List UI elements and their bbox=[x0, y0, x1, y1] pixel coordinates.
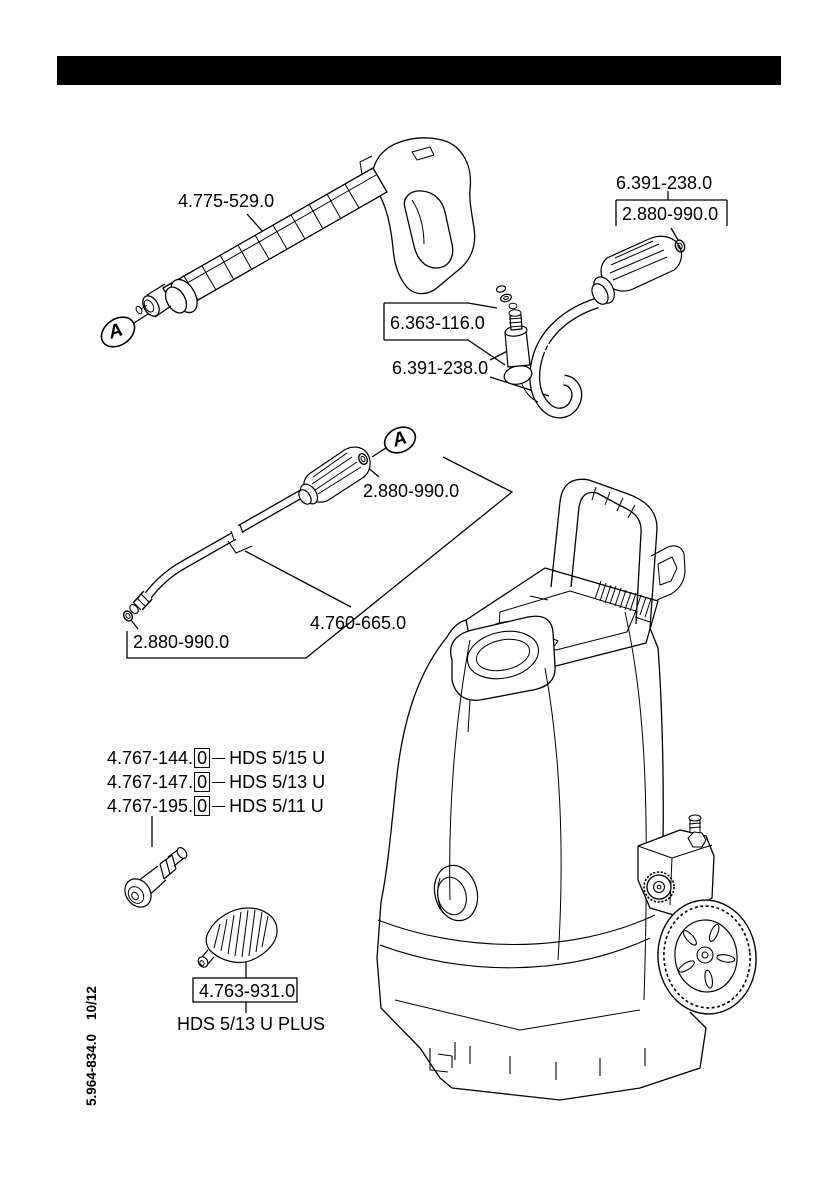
part-number: 4.767-147. bbox=[107, 771, 194, 792]
label-oring-set-bottom: 2.880-990.0 bbox=[133, 632, 230, 652]
label-oring-set-boxed-top: 2.880-990.0 bbox=[622, 204, 719, 224]
footer-document-info bbox=[84, 986, 99, 1106]
label-bent-lance-part-top: 6.391-238.0 bbox=[616, 173, 713, 193]
turbo-nozzle-drawing bbox=[196, 908, 277, 969]
straight-lance-drawing bbox=[122, 447, 370, 622]
nozzle-variant-table bbox=[107, 746, 325, 818]
part-revision-boxed: 0 bbox=[194, 772, 210, 792]
label-turbo-nozzle-model: HDS 5/13 U PLUS bbox=[177, 1014, 326, 1034]
label-oring-set-mid: 2.880-990.0 bbox=[363, 481, 460, 501]
part-number: 4.767-195. bbox=[107, 795, 194, 816]
connector-line bbox=[212, 782, 225, 783]
ref-marker-a-gun: A bbox=[105, 319, 126, 344]
nozzle-variant-row bbox=[107, 770, 325, 794]
ref-marker-a-lance: A bbox=[389, 427, 410, 452]
model-name: HDS 5/11 U bbox=[229, 795, 324, 816]
part-number: 4.767-144. bbox=[107, 747, 194, 768]
label-bent-lance-part: 6.391-238.0 bbox=[392, 358, 489, 378]
model-name: HDS 5/15 U bbox=[229, 747, 326, 768]
pressure-washer-drawing bbox=[377, 479, 762, 1100]
label-turbo-nozzle-part: 4.763-931.0 bbox=[199, 981, 296, 1001]
label-lance-part: 4.760-665.0 bbox=[310, 613, 407, 633]
date-code: 10/12 bbox=[84, 986, 99, 1020]
trigger-gun-drawing bbox=[135, 138, 475, 319]
label-seal-kit: 6.363-116.0 bbox=[390, 313, 485, 333]
nozzle-variant-row bbox=[107, 794, 325, 818]
document-number: 5.964-834.0 bbox=[84, 1033, 99, 1106]
power-nozzle-drawing bbox=[120, 846, 189, 912]
model-name: HDS 5/13 U bbox=[229, 771, 326, 792]
connector-line bbox=[212, 806, 225, 807]
nozzle-variant-row bbox=[107, 746, 325, 770]
part-revision-boxed: 0 bbox=[194, 748, 210, 768]
part-revision-boxed: 0 bbox=[194, 796, 210, 816]
label-trigger-gun-part: 4.775-529.0 bbox=[178, 191, 275, 211]
connector-line bbox=[212, 758, 225, 759]
ref-marker-ellipses bbox=[96, 311, 420, 458]
bent-lance-drawing bbox=[496, 236, 687, 413]
